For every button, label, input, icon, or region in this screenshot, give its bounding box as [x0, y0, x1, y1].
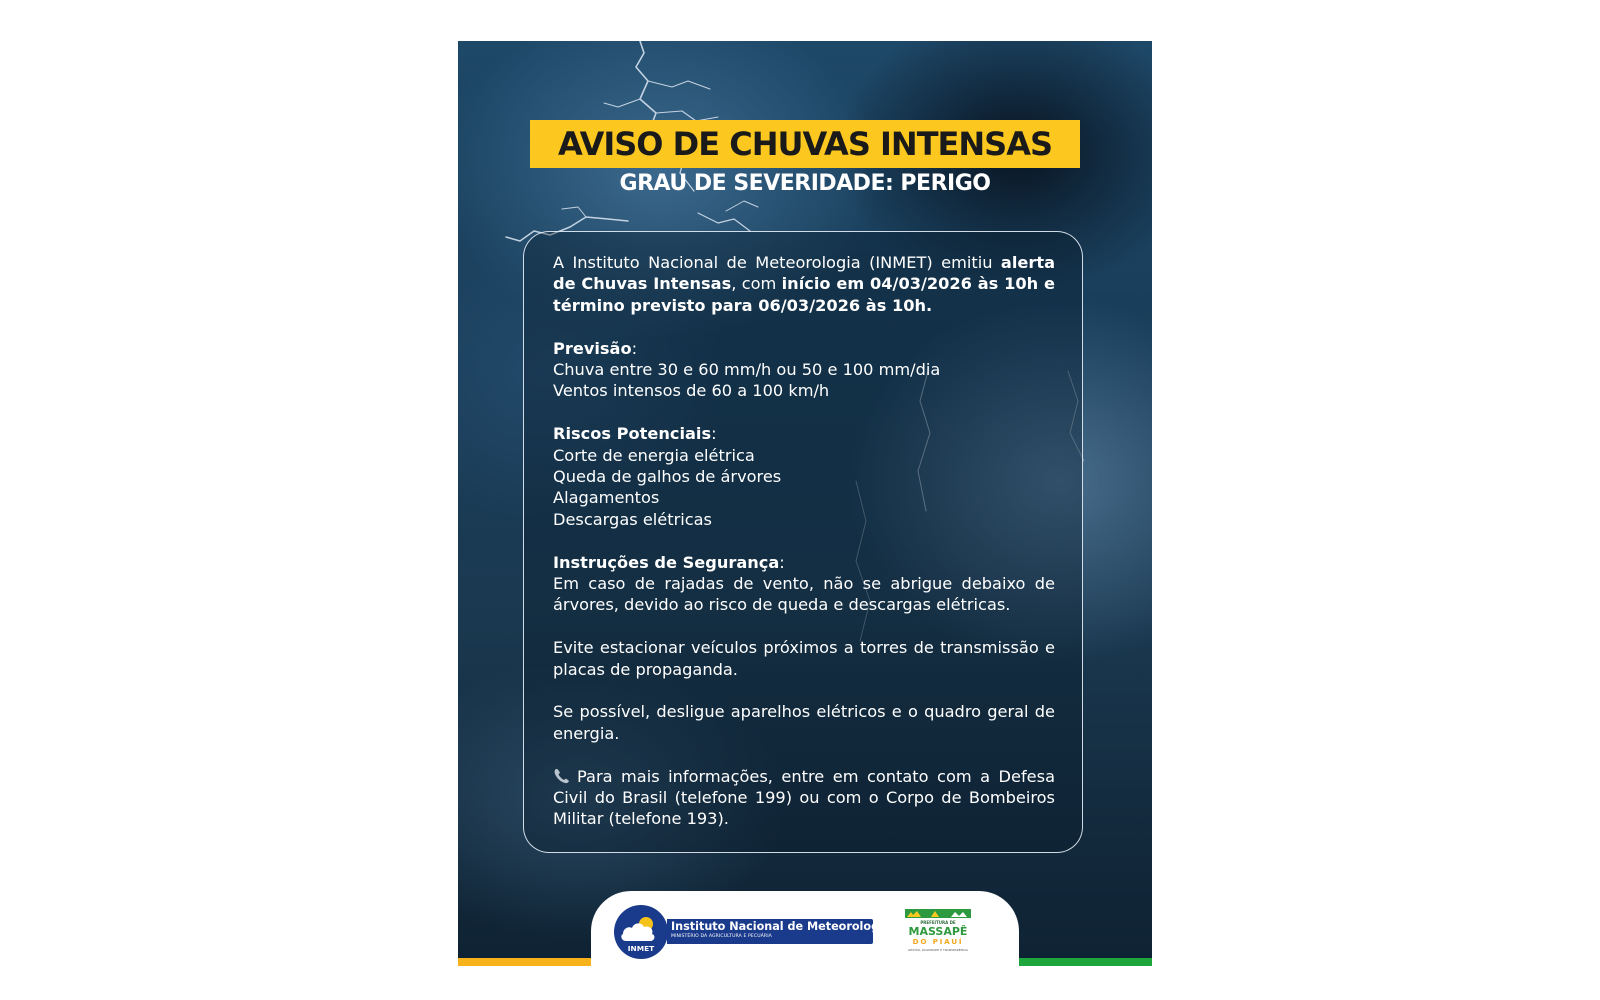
intro-text: A Instituto Nacional de Meteorologia (INMET) emitiu: [553, 253, 1001, 272]
footer-bar-yellow: [458, 958, 591, 966]
alert-intro: [553, 252, 1055, 316]
inmet-banner: [667, 919, 891, 944]
forecast-heading: [553, 338, 1055, 359]
risks-colon: :: [711, 424, 717, 444]
massape-name: MASSAPÊ: [908, 925, 968, 938]
risk-item: Alagamentos: [553, 488, 660, 508]
inmet-name: Instituto Nacional de Meteorologia: [671, 920, 891, 933]
safety-heading: [553, 552, 1055, 573]
contact-text: Para mais informações, entre em contato com a Defesa Civil do Brasil (telefone 199) ou com o Corpo de Bombeiros Militar (telefone 193).: [553, 766, 1055, 829]
risk-item: Queda de galhos de árvores: [553, 467, 782, 487]
safety-paragraph: Se possível, desligue aparelhos elétricos e o quadro geral de energia.: [553, 702, 1055, 743]
forecast-colon: :: [631, 338, 638, 358]
massape-prefix: PREFEITURA DE: [920, 920, 956, 925]
forecast-line: Chuva entre 30 e 60 mm/h ou 50 e 100 mm/dia: [553, 360, 941, 380]
safety-heading-text: Instruções de Segurança: [553, 552, 780, 572]
severity-subtitle: GRAU DE SEVERIDADE: PERIGO: [619, 171, 991, 196]
title-banner: [530, 120, 1080, 168]
intro-alert-type: alerta de Chuvas Intensas: [553, 253, 1055, 294]
safety-paragraph: Evite estacionar veículos próximos a torres de transmissão e placas de propaganda.: [553, 638, 1055, 679]
contact-paragraph: [553, 766, 1055, 830]
intro-period: início em 04/03/2026 às 10h e término previsto para 06/03/2026 às 10h.: [553, 274, 1055, 315]
inmet-ministry: MINISTÉRIO DA AGRICULTURA E PECUÁRIA: [671, 934, 772, 939]
risk-item: Descargas elétricas: [553, 509, 712, 529]
safety-colon: :: [779, 552, 785, 572]
alert-card: [523, 231, 1083, 853]
forecast-heading-text: Previsão: [553, 338, 632, 358]
massape-logo-icon: [901, 907, 975, 955]
footer-logos: [591, 891, 1019, 966]
risks-heading: [553, 423, 1055, 444]
massape-state: DO PIAUÍ: [912, 937, 964, 946]
intro-connector: , com: [731, 274, 782, 294]
risk-item: Corte de energia elétrica: [553, 445, 755, 465]
footer-bar-green: [1019, 958, 1152, 966]
phone-icon: [553, 766, 577, 787]
inmet-logo-label-layer: [613, 904, 669, 960]
alert-card-text: [553, 252, 1055, 830]
safety-paragraph: Em caso de rajadas de vento, não se abrigue debaixo de árvores, devido ao risco de queda e descargas elétricas.: [553, 574, 1055, 615]
risks-heading-text: Riscos Potenciais: [553, 424, 712, 444]
alert-poster: [458, 41, 1152, 966]
massape-slogan: GESTÃO, DIGNIDADE E TRANSPARÊNCIA: [908, 948, 968, 952]
inmet-logo-text: INMET: [627, 944, 655, 953]
forecast-line: Ventos intensos de 60 a 100 km/h: [553, 381, 830, 401]
alert-title: AVISO DE CHUVAS INTENSAS: [557, 125, 1053, 163]
